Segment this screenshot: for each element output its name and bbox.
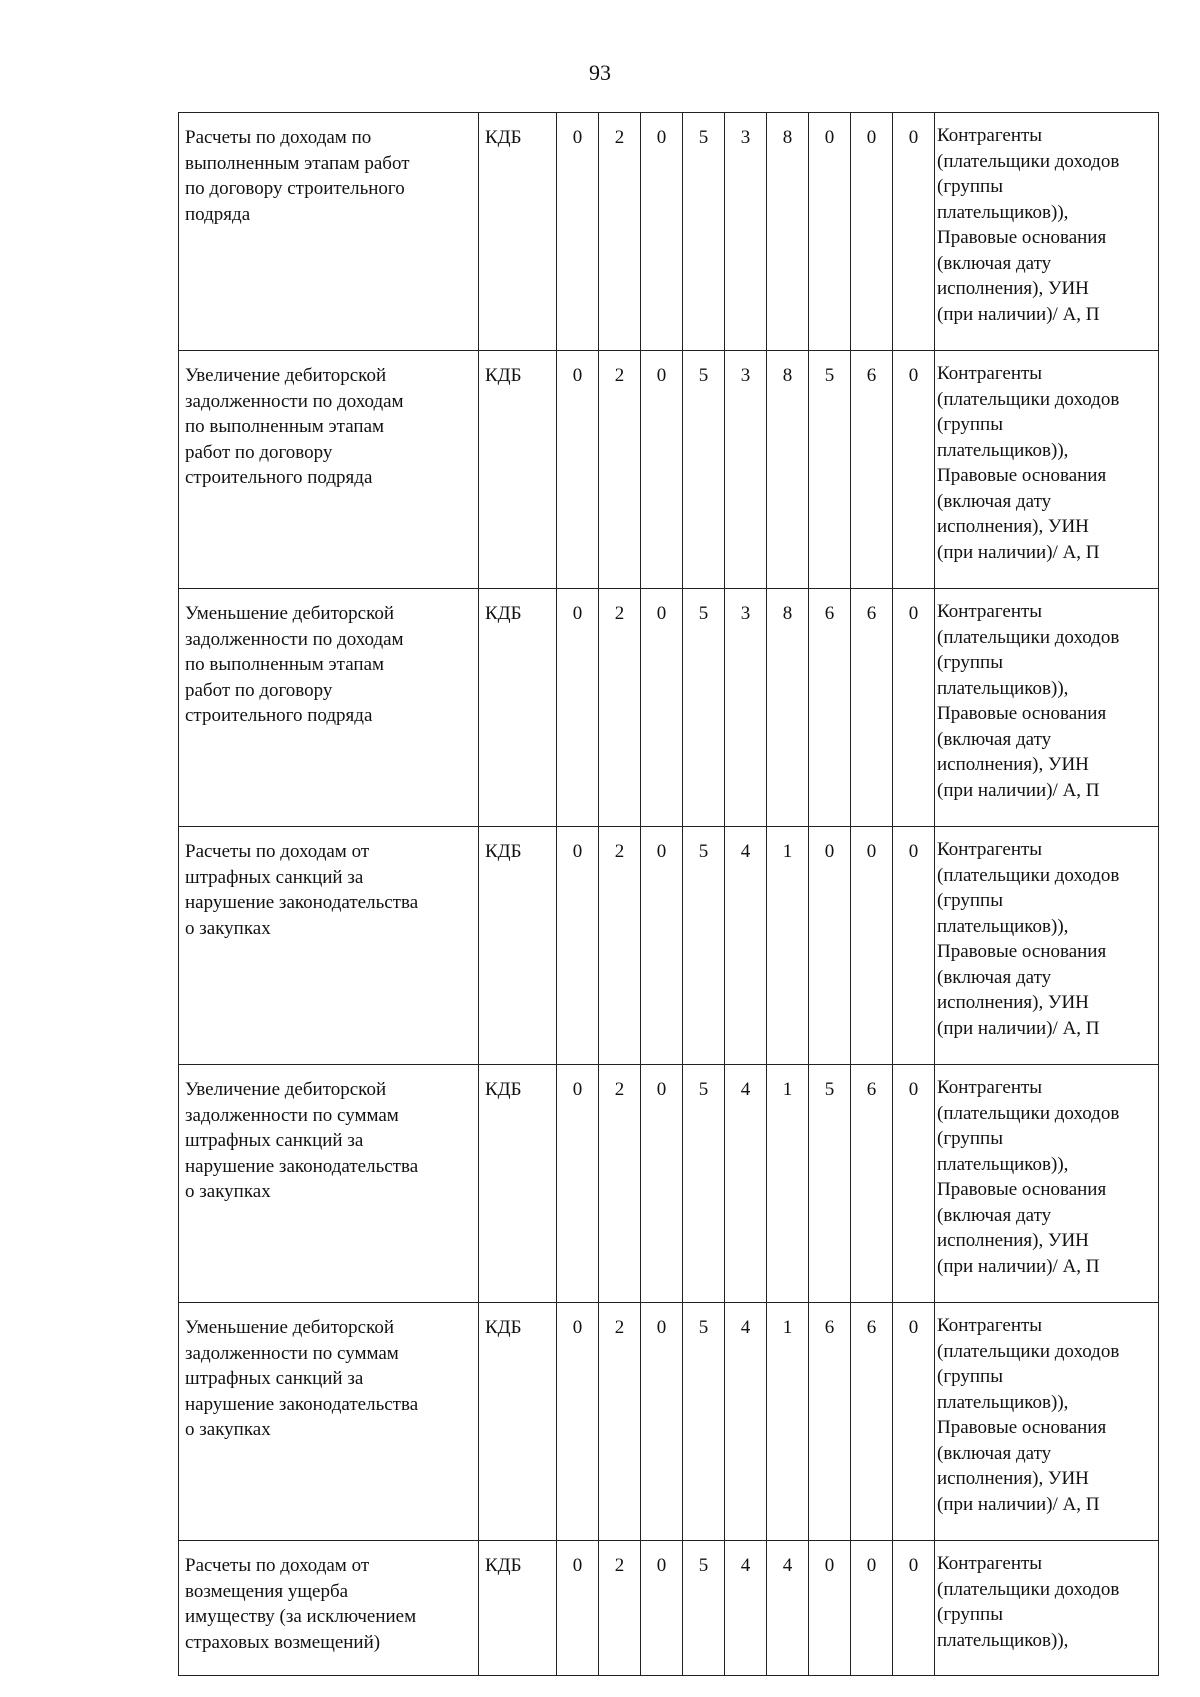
- account-description: [179, 1303, 479, 1541]
- table-row: [179, 351, 1159, 589]
- account-digit: 0: [641, 1303, 683, 1541]
- account-description: [179, 1541, 479, 1676]
- account-digit: 0: [641, 1065, 683, 1303]
- table-row: [179, 1065, 1159, 1303]
- account-description: [179, 351, 479, 589]
- attribute-line: (при наличии)/ А, П: [937, 779, 1100, 801]
- attribute-line: исполнения), УИН: [937, 1468, 1089, 1489]
- account-digit: 0: [557, 1541, 599, 1676]
- analytic-attributes: [935, 1541, 1159, 1676]
- attribute-line: (плательщики доходов: [937, 150, 1120, 172]
- attribute-line: исполнения), УИН: [937, 754, 1089, 775]
- account-digit: 4: [725, 1303, 767, 1541]
- account-digit: 0: [893, 1065, 935, 1303]
- description-line: работ по договору: [185, 441, 333, 463]
- analytic-attributes: [935, 113, 1159, 351]
- attribute-line: Правовые основания: [937, 465, 1107, 486]
- attribute-line: (группы: [937, 652, 1003, 673]
- attribute-line: Контрагенты: [937, 125, 1043, 146]
- attribute-line: (плательщики доходов: [937, 1578, 1120, 1600]
- account-digit: 2: [599, 827, 641, 1065]
- attribute-line: Правовые основания: [937, 1417, 1107, 1438]
- budget-code: КДБ: [479, 1541, 557, 1676]
- account-digit: 1: [767, 1303, 809, 1541]
- table-row: [179, 1541, 1159, 1676]
- description-line: нарушение законодательства: [185, 892, 419, 913]
- account-digit: 8: [767, 113, 809, 351]
- description-line: задолженности по суммам: [185, 1104, 399, 1126]
- account-digit: 4: [725, 1065, 767, 1303]
- attribute-line: (включая дату: [937, 490, 1052, 512]
- description-line: Уменьшение дебиторской: [185, 603, 395, 624]
- attribute-line: Контрагенты: [937, 601, 1043, 622]
- description-line: о закупках: [185, 917, 271, 939]
- account-digit: 0: [809, 827, 851, 1065]
- account-digit: 2: [599, 1303, 641, 1541]
- accounts-table: [178, 112, 1159, 1676]
- account-digit: 6: [851, 351, 893, 589]
- attribute-line: (плательщики доходов: [937, 388, 1120, 410]
- account-digit: 4: [725, 1541, 767, 1676]
- description-line: по выполненным этапам: [185, 654, 385, 675]
- attribute-line: Правовые основания: [937, 941, 1107, 962]
- account-digit: 0: [809, 113, 851, 351]
- account-digit: 0: [557, 1303, 599, 1541]
- description-line: строительного подряда: [185, 467, 373, 488]
- account-digit: 0: [641, 1541, 683, 1676]
- account-digit: 0: [893, 1303, 935, 1541]
- attribute-line: Контрагенты: [937, 1315, 1043, 1336]
- attribute-line: (группы: [937, 1366, 1003, 1387]
- description-line: страховых возмещений): [185, 1631, 381, 1653]
- description-line: Расчеты по доходам от: [185, 841, 370, 862]
- attribute-line: исполнения), УИН: [937, 278, 1089, 299]
- description-line: нарушение законодательства: [185, 1155, 419, 1177]
- attribute-line: (включая дату: [937, 1204, 1052, 1226]
- attribute-line: (включая дату: [937, 966, 1052, 988]
- attribute-line: плательщиков)),: [937, 915, 1069, 937]
- account-description: [179, 589, 479, 827]
- account-digit: 2: [599, 351, 641, 589]
- attribute-line: (при наличии)/ А, П: [937, 1255, 1100, 1277]
- attribute-line: (включая дату: [937, 252, 1052, 274]
- attribute-line: плательщиков)),: [937, 677, 1069, 699]
- account-digit: 2: [599, 1065, 641, 1303]
- attribute-line: Контрагенты: [937, 1553, 1043, 1574]
- attribute-line: (плательщики доходов: [937, 864, 1120, 886]
- budget-code: КДБ: [479, 1303, 557, 1541]
- attribute-line: плательщиков)),: [937, 201, 1069, 223]
- account-digit: 6: [851, 1065, 893, 1303]
- attribute-line: (при наличии)/ А, П: [937, 1017, 1100, 1039]
- account-digit: 5: [683, 1065, 725, 1303]
- account-digit: 0: [557, 589, 599, 827]
- account-digit: 0: [851, 1541, 893, 1676]
- account-digit: 0: [557, 1065, 599, 1303]
- account-digit: 0: [809, 1541, 851, 1676]
- table-row: [179, 827, 1159, 1065]
- attribute-line: (группы: [937, 1128, 1003, 1149]
- page-number: 93: [589, 60, 611, 85]
- attribute-line: (плательщики доходов: [937, 1340, 1120, 1362]
- budget-code: КДБ: [479, 113, 557, 351]
- account-digit: 4: [767, 1541, 809, 1676]
- attribute-line: исполнения), УИН: [937, 516, 1089, 537]
- account-digit: 5: [683, 827, 725, 1065]
- account-description: [179, 1065, 479, 1303]
- account-digit: 0: [641, 589, 683, 827]
- account-digit: 6: [809, 589, 851, 827]
- account-digit: 3: [725, 113, 767, 351]
- budget-code: КДБ: [479, 351, 557, 589]
- account-digit: 3: [725, 589, 767, 827]
- account-digit: 5: [809, 351, 851, 589]
- account-digit: 0: [557, 113, 599, 351]
- account-digit: 8: [767, 351, 809, 589]
- attribute-line: Контрагенты: [937, 839, 1043, 860]
- account-digit: 5: [809, 1065, 851, 1303]
- account-description: [179, 827, 479, 1065]
- analytic-attributes: [935, 827, 1159, 1065]
- attribute-line: (плательщики доходов: [937, 626, 1120, 648]
- analytic-attributes: [935, 589, 1159, 827]
- account-digit: 6: [851, 1303, 893, 1541]
- account-digit: 1: [767, 827, 809, 1065]
- account-digit: 0: [893, 589, 935, 827]
- description-line: выполненным этапам работ: [185, 152, 410, 174]
- account-digit: 2: [599, 113, 641, 351]
- attribute-line: плательщиков)),: [937, 1629, 1069, 1651]
- attribute-line: Контрагенты: [937, 1077, 1043, 1098]
- attribute-line: (при наличии)/ А, П: [937, 1493, 1100, 1515]
- account-digit: 1: [767, 1065, 809, 1303]
- description-line: работ по договору: [185, 679, 333, 701]
- account-digit: 5: [683, 1303, 725, 1541]
- description-line: нарушение законодательства: [185, 1393, 419, 1415]
- account-digit: 6: [809, 1303, 851, 1541]
- description-line: Увеличение дебиторской: [185, 1079, 387, 1100]
- description-line: Уменьшение дебиторской: [185, 1317, 395, 1338]
- attribute-line: (группы: [937, 1604, 1003, 1625]
- account-digit: 5: [683, 113, 725, 351]
- account-digit: 0: [557, 827, 599, 1065]
- account-digit: 3: [725, 351, 767, 589]
- account-digit: 4: [725, 827, 767, 1065]
- description-line: подряда: [185, 203, 251, 225]
- account-digit: 5: [683, 589, 725, 827]
- description-line: о закупках: [185, 1419, 271, 1440]
- analytic-attributes: [935, 1303, 1159, 1541]
- description-line: штрафных санкций за: [185, 1368, 364, 1389]
- description-line: задолженности по доходам: [185, 390, 404, 412]
- attribute-line: плательщиков)),: [937, 439, 1069, 461]
- description-line: штрафных санкций за: [185, 866, 364, 888]
- account-digit: 0: [893, 827, 935, 1065]
- table-row: [179, 589, 1159, 827]
- description-line: имуществу (за исключением: [185, 1606, 417, 1627]
- description-line: задолженности по суммам: [185, 1342, 399, 1364]
- analytic-attributes: [935, 1065, 1159, 1303]
- account-digit: 0: [557, 351, 599, 589]
- attribute-line: Контрагенты: [937, 363, 1043, 384]
- description-line: задолженности по доходам: [185, 628, 404, 650]
- account-digit: 0: [641, 351, 683, 589]
- account-digit: 2: [599, 589, 641, 827]
- budget-code: КДБ: [479, 827, 557, 1065]
- description-line: возмещения ущерба: [185, 1580, 349, 1602]
- account-digit: 0: [893, 113, 935, 351]
- description-line: Увеличение дебиторской: [185, 365, 387, 386]
- attribute-line: (плательщики доходов: [937, 1102, 1120, 1124]
- description-line: о закупках: [185, 1181, 271, 1202]
- attribute-line: (при наличии)/ А, П: [937, 541, 1100, 563]
- account-digit: 0: [893, 351, 935, 589]
- attribute-line: (группы: [937, 414, 1003, 435]
- attribute-line: исполнения), УИН: [937, 992, 1089, 1013]
- table-row: [179, 113, 1159, 351]
- account-digit: 5: [683, 351, 725, 589]
- description-line: Расчеты по доходам от: [185, 1555, 370, 1576]
- account-digit: 0: [641, 827, 683, 1065]
- account-digit: 0: [851, 113, 893, 351]
- description-line: по выполненным этапам: [185, 416, 385, 437]
- attribute-line: Правовые основания: [937, 227, 1107, 248]
- account-digit: 6: [851, 589, 893, 827]
- account-description: [179, 113, 479, 351]
- attribute-line: плательщиков)),: [937, 1391, 1069, 1413]
- attribute-line: (включая дату: [937, 1442, 1052, 1464]
- description-line: Расчеты по доходам по: [185, 127, 372, 148]
- attribute-line: (группы: [937, 176, 1003, 197]
- account-digit: 5: [683, 1541, 725, 1676]
- description-line: по договору строительного: [185, 178, 405, 199]
- account-digit: 0: [851, 827, 893, 1065]
- account-digit: 0: [641, 113, 683, 351]
- budget-code: КДБ: [479, 589, 557, 827]
- table-row: [179, 1303, 1159, 1541]
- attribute-line: (группы: [937, 890, 1003, 911]
- description-line: штрафных санкций за: [185, 1130, 364, 1151]
- account-digit: 0: [893, 1541, 935, 1676]
- description-line: строительного подряда: [185, 705, 373, 726]
- analytic-attributes: [935, 351, 1159, 589]
- attribute-line: (при наличии)/ А, П: [937, 303, 1100, 325]
- attribute-line: Правовые основания: [937, 1179, 1107, 1200]
- attribute-line: плательщиков)),: [937, 1153, 1069, 1175]
- attribute-line: (включая дату: [937, 728, 1052, 750]
- account-digit: 8: [767, 589, 809, 827]
- budget-code: КДБ: [479, 1065, 557, 1303]
- attribute-line: Правовые основания: [937, 703, 1107, 724]
- attribute-line: исполнения), УИН: [937, 1230, 1089, 1251]
- account-digit: 2: [599, 1541, 641, 1676]
